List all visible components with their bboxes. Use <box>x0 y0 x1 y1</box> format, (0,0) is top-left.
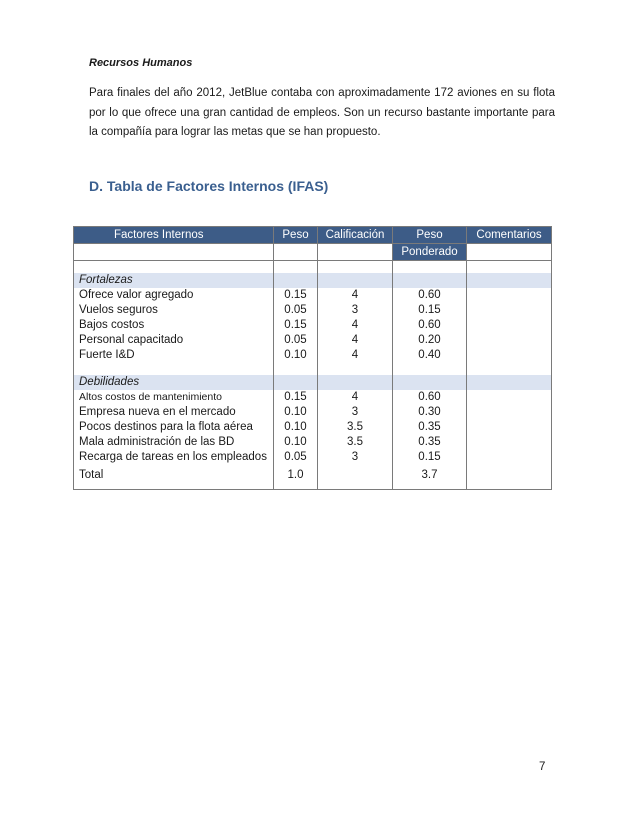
ponderado-cell: 0.35 <box>393 435 467 450</box>
group-row-debilidades <box>74 375 552 390</box>
factor-cell: Bajos costos <box>74 318 274 333</box>
comentarios-cell <box>467 390 552 405</box>
table-row <box>74 435 552 450</box>
empty-cell <box>318 465 393 483</box>
ponderado-cell: 0.20 <box>393 333 467 348</box>
table-row <box>74 390 552 405</box>
calificacion-cell: 3.5 <box>318 420 393 435</box>
ponderado-cell: 0.60 <box>393 288 467 303</box>
comentarios-cell <box>467 348 552 363</box>
calificacion-cell: 3 <box>318 303 393 318</box>
ponderado-cell: 0.60 <box>393 390 467 405</box>
factor-cell: Recarga de tareas en los empleados <box>74 450 274 465</box>
comentarios-cell <box>467 420 552 435</box>
ponderado-cell: 0.30 <box>393 405 467 420</box>
table-row <box>74 348 552 363</box>
section-title: Recursos Humanos <box>89 57 193 69</box>
factor-cell: Altos costos de mantenimiento <box>74 390 274 405</box>
peso-cell: 0.10 <box>274 348 318 363</box>
header-ponderado: Ponderado <box>393 244 467 261</box>
comentarios-cell <box>467 405 552 420</box>
spacer-row <box>74 261 552 274</box>
table-row <box>74 318 552 333</box>
comentarios-cell <box>467 435 552 450</box>
calificacion-cell: 4 <box>318 333 393 348</box>
peso-cell: 0.10 <box>274 405 318 420</box>
calificacion-cell: 3 <box>318 450 393 465</box>
calificacion-cell: 4 <box>318 288 393 303</box>
header-factores-internos: Factores Internos <box>74 227 274 244</box>
peso-cell: 0.10 <box>274 420 318 435</box>
peso-cell: 0.05 <box>274 333 318 348</box>
ponderado-cell: 0.35 <box>393 420 467 435</box>
calificacion-cell: 4 <box>318 318 393 333</box>
peso-cell: 0.15 <box>274 318 318 333</box>
ifas-table <box>73 226 552 490</box>
table-row <box>74 303 552 318</box>
peso-cell: 0.15 <box>274 390 318 405</box>
factor-cell: Empresa nueva en el mercado <box>74 405 274 420</box>
empty-cell <box>467 465 552 483</box>
table-header-row <box>74 227 552 244</box>
calificacion-cell: 3 <box>318 405 393 420</box>
empty-cell <box>318 244 393 261</box>
peso-cell: 0.10 <box>274 435 318 450</box>
group-label: Fortalezas <box>74 273 274 288</box>
table-header-row-2 <box>74 244 552 261</box>
spacer-row <box>74 363 552 375</box>
table-row <box>74 288 552 303</box>
factor-cell: Vuelos seguros <box>74 303 274 318</box>
calificacion-cell: 3.5 <box>318 435 393 450</box>
body-paragraph: Para finales del año 2012, JetBlue contaba con aproximadamente 172 aviones en su flota por lo que ofrece una gran cantidad de empleos. Son un recurso bastante importante para la compañía para lograr las metas que se han propuesto. <box>89 87 555 138</box>
comentarios-cell <box>467 333 552 348</box>
ponderado-cell: 0.60 <box>393 318 467 333</box>
peso-cell: 0.05 <box>274 303 318 318</box>
table-row <box>74 333 552 348</box>
peso-cell: 0.15 <box>274 288 318 303</box>
factor-cell: Fuerte I&D <box>74 348 274 363</box>
page-number: 7 <box>539 761 546 773</box>
ponderado-cell: 0.15 <box>393 450 467 465</box>
factor-cell: Pocos destinos para la flota aérea <box>74 420 274 435</box>
empty-cell <box>274 244 318 261</box>
table-row <box>74 450 552 465</box>
group-label: Debilidades <box>74 375 274 390</box>
peso-cell: 0.05 <box>274 450 318 465</box>
header-peso: Peso <box>274 227 318 244</box>
group-row-fortalezas <box>74 273 552 288</box>
calificacion-cell: 4 <box>318 348 393 363</box>
header-peso-ponderado: Peso <box>393 227 467 244</box>
header-calificacion: Calificación <box>318 227 393 244</box>
total-ponderado: 3.7 <box>393 465 467 483</box>
table-row <box>74 420 552 435</box>
comentarios-cell <box>467 303 552 318</box>
total-peso: 1.0 <box>274 465 318 483</box>
comentarios-cell <box>467 318 552 333</box>
total-row <box>74 465 552 483</box>
total-label: Total <box>74 465 274 483</box>
header-comentarios: Comentarios <box>467 227 552 244</box>
spacer-row <box>74 483 552 490</box>
factor-cell: Personal capacitado <box>74 333 274 348</box>
comentarios-cell <box>467 450 552 465</box>
factor-cell: Ofrece valor agregado <box>74 288 274 303</box>
empty-cell <box>74 244 274 261</box>
factor-cell: Mala administración de las BD <box>74 435 274 450</box>
calificacion-cell: 4 <box>318 390 393 405</box>
table-heading: D. Tabla de Factores Internos (IFAS) <box>89 178 329 194</box>
ponderado-cell: 0.40 <box>393 348 467 363</box>
ponderado-cell: 0.15 <box>393 303 467 318</box>
comentarios-cell <box>467 288 552 303</box>
empty-cell <box>467 244 552 261</box>
table-row <box>74 405 552 420</box>
